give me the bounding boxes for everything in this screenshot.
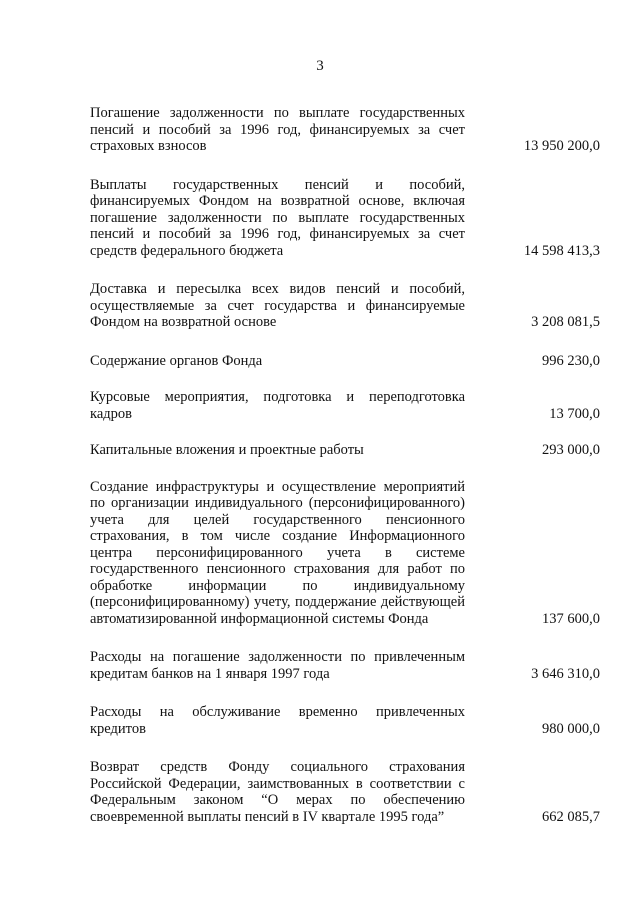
expense-amount: 3 208 081,5: [531, 314, 600, 330]
expense-amount: 980 000,0: [542, 720, 600, 737]
expense-list: [90, 105, 600, 841]
expense-description: Расходы на обслуживание временно привлеченных кредитов: [90, 704, 465, 737]
expense-item: [90, 353, 600, 370]
expense-description: Доставка и пересылка всех видов пенсий и пособий, осуществляемые за счет государства и финансируемые Фондом на возвратной основе: [90, 281, 465, 330]
expense-item: [90, 105, 600, 155]
expense-amount: 14 598 413,3: [523, 242, 600, 259]
expense-description: Содержание органов Фонда: [90, 352, 263, 369]
expense-amount: 3 646 310,0: [531, 665, 600, 682]
expense-item: [90, 177, 600, 260]
expense-item: [90, 649, 600, 682]
expense-item: [90, 281, 600, 331]
expense-item: [90, 479, 600, 628]
expense-item: [90, 389, 600, 422]
expense-amount: 996 230,0: [542, 352, 600, 369]
expense-description: Погашение задолженности по выплате государственных пенсий и пособий за 1996 год, финансируемых за счет страховых взносов: [90, 105, 465, 154]
page-number: 3: [316, 58, 324, 74]
expense-item: [90, 759, 600, 825]
expense-description: Возврат средств Фонду социального страхования Российской Федерации, заимствованных в соответствии с Федеральным законом “О мерах по обеспечению своевременной выплаты пенсий в IV квартале 1995 года”: [90, 759, 465, 825]
expense-item: [90, 442, 600, 459]
expense-description: Создание инфраструктуры и осуществление мероприятий по организации индивидуального (персонифицированного) учета для целей государственного пенсионного страхования, в том числе создание Информационного центра персонифицированного учета в системе государственного пенсионного страхования для работ по обработке информации по индивидуальному (персонифицированному) учету, поддержание действующей автоматизированной информационной системы Фонда: [90, 478, 465, 627]
expense-description: Курсовые мероприятия, подготовка и переподготовка кадров: [90, 389, 465, 422]
expense-amount: 137 600,0: [542, 610, 600, 627]
expense-item: [90, 704, 600, 737]
expense-amount: 293 000,0: [542, 442, 600, 458]
expense-description: Капитальные вложения и проектные работы: [90, 442, 364, 458]
expense-description: Выплаты государственных пенсий и пособий, финансируемых Фондом на возвратной основе, включая погашение задолженности по выплате государственных пенсий и пособий за 1996 год, финансируемых за счет средств федерального бюджета: [90, 176, 465, 259]
expense-amount: 13 700,0: [549, 405, 600, 422]
expense-amount: 662 085,7: [542, 808, 600, 825]
expense-description: Расходы на погашение задолженности по привлеченным кредитам банков на 1 января 1997 года: [90, 649, 465, 682]
expense-amount: 13 950 200,0: [523, 138, 600, 154]
